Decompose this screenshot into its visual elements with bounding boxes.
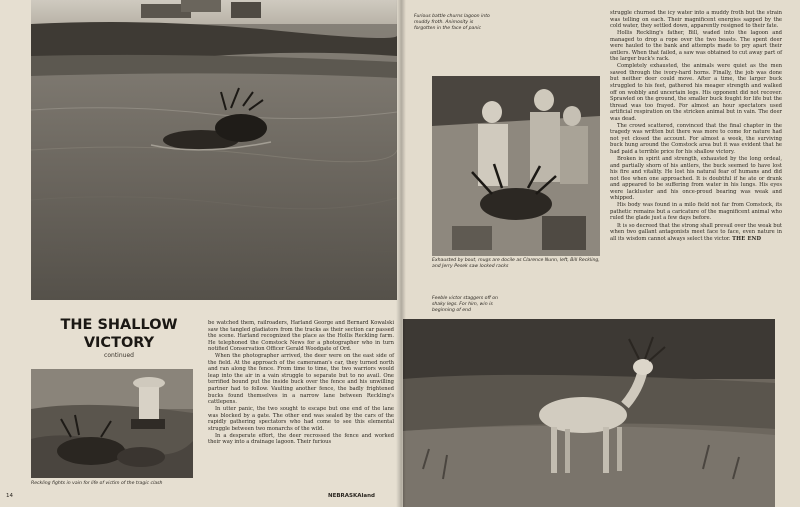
left-paragraph: In a desperate effort, the deer recrossed the fence and worked their way into a drainage lagoon. Their furious — [208, 432, 394, 446]
article-headline-line2: VICTORY — [83, 335, 155, 351]
right-paragraph: His body was found in a milo field not far from Comstock, its pathetic remains but a caricature of the magnificent animal who ruled the glade just a few days before. — [610, 202, 782, 222]
right-paragraph: Broken in spirit and strength, exhausted by the long ordeal, and partially shorn of his antlers, the buck seemed to have lost his fire and vitality. He lost his natural fear of humans and did not flee when one approached. It is doubtful if he ate or drank and appeared to be suffering from water in his lungs. His eyes were lackluster and his once-proud bearing was weak and whipped. — [610, 156, 782, 202]
left-paragraph: When the photographer arrived, the deer were on the east side of the field. At the approach of the cameraman's car, they turned north and ran along the fence. From time to time, the two warriors would leap into the air in a vain struggle to separate but to no avail. One terrified bound put the inside buck over the fence and his unwilling partner had to follow. Vaulting another fence, the badly frightened bucks found themselves in a narrow lane between Reckling's cattlepens. — [208, 353, 394, 406]
right-paragraph — [610, 223, 782, 243]
left-body-column — [208, 320, 394, 490]
right-paragraph-last: It is so decreed that the strong shall prevail over the weak but when two gallant antagonists meet face to face, even nature in all its wisdom cannot always select the victor. — [610, 222, 782, 242]
right-page — [400, 0, 800, 507]
photo-deer-in-lagoon — [31, 0, 397, 300]
caption-men-sawing: Exhausted by bout, mugs are docile as Clarence Nunn, left, Bill Reckling, and Jerry Pesek saw locked racks — [432, 258, 600, 269]
left-paragraph: be watched them, railroaders, Harland George and Bernard Kowalski saw the tangled gladiators from the tracks as their section car passed the scene. Harland recognized the place as the Hollis Reckling farm. He telephoned the Comstock News for a photographer who in turn notified Conservation Officer Gerald Woodgate of Ord. — [208, 320, 394, 353]
page-gutter — [396, 0, 406, 507]
photo-men-sawing-antlers — [432, 76, 600, 256]
article-continued-label: continued — [104, 352, 134, 359]
right-body-column — [610, 10, 782, 308]
left-paragraph: In utter panic, the two sought to escape but one end of the lane was blocked by a gate. The other end was sealed by the cars of the rapidly gathering spectators who had come to see this elemental struggle between two monarchs of the wild. — [208, 406, 394, 432]
article-headline-line1: THE SHALLOW — [60, 317, 178, 333]
magazine-name: NEBRASKAland — [328, 493, 375, 499]
caption-lagoon-battle: Furious battle churns lagoon into muddy froth. Animosity is forgotten in the face of panic — [414, 14, 490, 31]
caption-feeble-victor: Feeble victor staggers off on shaky legs. For him, win is beginning of end — [432, 296, 498, 313]
caption-reckling: Reckling fights in vain for life of victim of the tragic clash — [31, 481, 163, 486]
photo-reckling-with-deer — [31, 369, 193, 478]
right-paragraph: Hollis Reckling's father, Bill, waded into the lagoon and managed to drop a rope over the two beasts. The spent deer were hauled to the bank and attempts made to pry apart their antlers. When that failed, a saw was obtained to cut away part of the larger buck's rack. — [610, 30, 782, 63]
end-mark: THE END — [732, 235, 762, 242]
magazine-name-footer — [328, 493, 375, 499]
page-number-left: 14 — [6, 493, 13, 499]
photo-victor-staggers — [403, 319, 775, 507]
right-paragraph: The crowd scattered, convinced that the final chapter in the tragedy was written but there was more to come for nature had not yet closed the account. For almost a week, the surviving buck hung around the Comstock area but it was evident that he had paid a terrible price for his shallow victory. — [610, 122, 782, 155]
right-paragraph: struggle churned the icy water into a muddy froth but the strain was telling on each. Their magnificent energies sapped by the cold water, they settled down, apparently resigned to their fate. — [610, 10, 782, 30]
right-paragraph: Completely exhausted, the animals were quiet as the men sawed through the ivory-hard horns. Finally, the job was done but neither deer could move. After a time, the larger buck struggled to his feet, gathered his meager strength and walked off on wobbly and uncertain legs. His opponent did not recover. Sprawled on the ground, the smaller buck fought for life but the thread was too frayed. For almost an hour spectators used artificial respiration on the stricken animal but in vain. The deer was dead. — [610, 63, 782, 122]
